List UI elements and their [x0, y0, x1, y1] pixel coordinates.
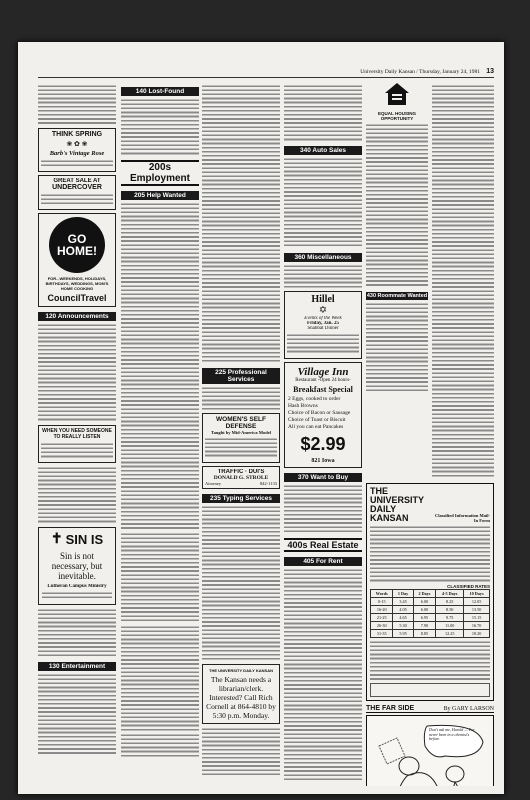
council-travel-ad: [38, 213, 116, 307]
womens-self-defense-ad: [202, 413, 280, 463]
rates-cell: 8.85: [413, 629, 436, 637]
rates-row: [371, 621, 490, 629]
classified-text-block: [284, 157, 362, 247]
undercover-sale-ad: [38, 175, 116, 210]
form-fields: [370, 640, 490, 681]
rates-cell: 5.30: [393, 621, 413, 629]
shrine-ad: [38, 128, 116, 172]
classified-text-block: [38, 673, 116, 755]
ad-detail: [41, 193, 113, 205]
rates-cell: 5.95: [393, 629, 413, 637]
attorney-name: DONALD G. STROLE: [213, 474, 269, 481]
classified-text-block: [202, 84, 280, 363]
rates-cell: 12.05: [464, 597, 490, 605]
rates-cell: 8.25: [436, 597, 464, 605]
section-auto-sales: 340 Auto Sales: [284, 146, 362, 155]
cartoon-caption: Don't ask me, Harold — I've never been in a chemist's before.: [429, 726, 475, 742]
equal-housing-logo: [366, 82, 428, 111]
rates-cell: 4.05: [393, 605, 413, 613]
rates-cell: 21-25: [371, 613, 393, 621]
classified-text-block: [38, 608, 116, 657]
classified-text-block: [121, 98, 199, 155]
rates-cell: 0-15: [371, 597, 393, 605]
rates-cell: 4.65: [393, 613, 413, 621]
classified-text-block: [38, 84, 116, 125]
section-employment: 200s Employment: [121, 160, 199, 186]
village-inn-hours: Restaurant -Open 24 hours-: [295, 377, 351, 383]
classified-text-block: [284, 264, 362, 289]
ad-detail: [41, 442, 113, 458]
classified-text-block: [202, 505, 280, 661]
rates-header: Words: [371, 589, 393, 597]
rates-cell: 26-30: [371, 621, 393, 629]
sin-ad-church: Lutheran Campus Ministry: [47, 583, 107, 589]
traffic-ad-title: TRAFFIC · DUI'S: [217, 468, 265, 475]
section-roommate-wanted: 430 Roommate Wanted: [366, 293, 428, 299]
classified-text-block: [284, 484, 362, 533]
sin-ad-headline: SIN IS: [65, 531, 104, 547]
self-defense-title: WOMEN'S SELF DEFENSE: [216, 416, 266, 431]
rates-cell: 9.75: [436, 613, 464, 621]
page-header: [38, 69, 494, 78]
classified-text-block: [432, 84, 494, 478]
attorney-phone: 842-1133: [259, 480, 277, 486]
rates-title: CLASSIFIED RATES: [447, 583, 490, 589]
rates-header: 1 Day: [393, 589, 413, 597]
rates-cell: 6.00: [413, 605, 436, 613]
rates-cell: 11.00: [436, 621, 464, 629]
menu-item: Choice of Toast or Biscuit: [288, 416, 346, 423]
kansan-masthead: THE UNIVERSITY DAILY KANSAN: [209, 667, 273, 673]
ad-detail: [287, 333, 359, 354]
menu-offer: All you can eat Pancakes: [288, 423, 344, 430]
column-5: [366, 82, 494, 786]
sin-ad: [38, 527, 116, 605]
village-inn-ad: [284, 362, 362, 468]
realty-ad-title: WHEN YOU NEED SOMEONE TO REALLY LISTEN: [42, 427, 112, 440]
far-side-author: By GARY LARSON: [443, 705, 494, 712]
rates-cell: 8.50: [436, 605, 464, 613]
house-icon: [384, 82, 410, 106]
sale-ad-line2: UNDERCOVER: [52, 184, 102, 192]
classified-text-block: [121, 625, 199, 732]
go-home-badge: [49, 217, 105, 273]
menorah-icon: ✡: [318, 305, 328, 317]
section-for-rent: 405 For Rent: [284, 557, 362, 566]
hillel-ad: [284, 291, 362, 359]
classified-text-block: [38, 466, 116, 523]
menu-item: 2 Eggs, cooked to order: [288, 395, 341, 402]
rates-cell: 7.90: [413, 621, 436, 629]
section-entertainment: 130 Entertainment: [38, 662, 116, 671]
section-help-wanted: 205 Help Wanted: [121, 191, 199, 200]
traffic-attorney-ad: [202, 466, 280, 489]
hillel-title: Hillel: [311, 294, 335, 306]
attorney-role: Attorney: [205, 480, 221, 486]
classified-text-block: [202, 727, 280, 776]
classified-text-block: [284, 568, 362, 782]
section-typing-services: 235 Typing Services: [202, 494, 280, 503]
hillel-subtitle: Events of the Week: [304, 316, 342, 322]
sale-ad-line1: GREAT SALE AT: [53, 178, 101, 185]
rates-row: [371, 613, 490, 621]
section-want-to-buy: 370 Want to Buy: [284, 473, 362, 482]
column-2: [121, 82, 199, 782]
classified-text-block: [121, 733, 199, 758]
cross-icon: ✝: [50, 531, 63, 547]
rates-cell: 13.50: [464, 605, 490, 613]
shrine-ad-title: THINK SPRING: [51, 131, 103, 138]
ad-detail: [42, 591, 112, 599]
flower-icon: ❀ ✿ ❀: [66, 140, 88, 148]
form-title: Classified Information Mail-In Form: [435, 512, 490, 523]
classified-text-block: [366, 302, 428, 392]
ad-detail: [205, 437, 277, 458]
ad-detail: [41, 159, 113, 167]
rates-row: [371, 597, 490, 605]
go-home-subtitle: FOR...WEEKENDS, HOLIDAYS, BIRTHDAYS, WEDDINGS, MOM'S HOME COOKING: [45, 276, 109, 292]
classified-text-block: [284, 84, 362, 141]
go-home-text: GO HOME!: [57, 232, 97, 259]
rates-cell: 18.20: [464, 629, 490, 637]
column-4: [284, 82, 362, 782]
ad-copy-box[interactable]: [370, 683, 490, 697]
far-side-cartoon: [366, 715, 494, 786]
librarian-ad-body: The Kansan needs a librarian/clerk. Interested? Call Rich Cornell at 864-4810 by 5:30 p.m. Monday.: [206, 674, 276, 720]
village-inn-title: Village Inn: [297, 365, 349, 378]
shrine-ad-name: Barb's Vintage Rose: [49, 150, 105, 157]
kansan-librarian-ad: [202, 664, 280, 724]
section-professional-services: 225 Professional Services: [202, 368, 280, 384]
classified-text-block: [121, 532, 199, 622]
column-3: [202, 82, 280, 782]
sin-ad-body: Sin is not necessary, but inevitable.: [51, 550, 103, 581]
classified-text-block: [38, 323, 116, 421]
realty-ad: [38, 425, 116, 463]
far-side-title: THE FAR SIDE: [366, 704, 415, 712]
rates-cell: 3.45: [393, 597, 413, 605]
housing-title: EQUAL HOUSING OPPORTUNITY: [378, 111, 416, 121]
section-lost-found: 140 Lost-Found: [121, 87, 199, 96]
breakfast-special-title: Breakfast Special: [293, 384, 353, 394]
rates-cell: 15.15: [464, 613, 490, 621]
hillel-date: Friday, Jan. 25: [307, 321, 339, 327]
rates-table: [370, 589, 490, 638]
rates-row: [371, 605, 490, 613]
council-travel-logo: CouncilTravel: [47, 293, 107, 304]
hillel-event: Shabbat Dinner: [307, 326, 339, 332]
page-number: 13: [486, 68, 494, 75]
classified-text-block: [366, 123, 428, 287]
rates-cell: 6.95: [413, 613, 436, 621]
rates-header: 4-5 Days: [436, 589, 464, 597]
rates-header: 10 Days: [464, 589, 490, 597]
classified-text-block: [121, 202, 199, 530]
village-inn-address: 821 Iowa: [311, 457, 335, 464]
rates-cell: 12.25: [436, 629, 464, 637]
breakfast-price: $2.99: [300, 433, 346, 454]
publication-line: University Daily Kansan / Thursday, January 24, 1981: [360, 69, 480, 75]
section-miscellaneous: 360 Miscellaneous: [284, 253, 362, 262]
column-1: [38, 82, 116, 782]
menu-item: Choice of Bacon or Sausage: [288, 409, 351, 416]
menu-item: Hash Browns: [288, 402, 318, 409]
classified-mail-in-form: [366, 483, 494, 701]
classified-text-block: [202, 386, 280, 411]
section-announcements: 120 Announcements: [38, 312, 116, 321]
rates-cell: 31-35: [371, 629, 393, 637]
self-defense-body: Taught by Mid-America Model: [211, 430, 271, 436]
form-masthead: THE UNIVERSITY DAILY KANSAN: [370, 485, 424, 523]
newspaper-page: [18, 42, 504, 794]
rates-cell: 16-20: [371, 605, 393, 613]
rates-cell: 16.70: [464, 621, 490, 629]
rates-row: [371, 629, 490, 637]
section-real-estate: 400s Real Estate: [284, 538, 362, 552]
rates-header: 2 Days: [413, 589, 436, 597]
form-instructions: [370, 525, 490, 582]
rates-cell: 6.00: [413, 597, 436, 605]
